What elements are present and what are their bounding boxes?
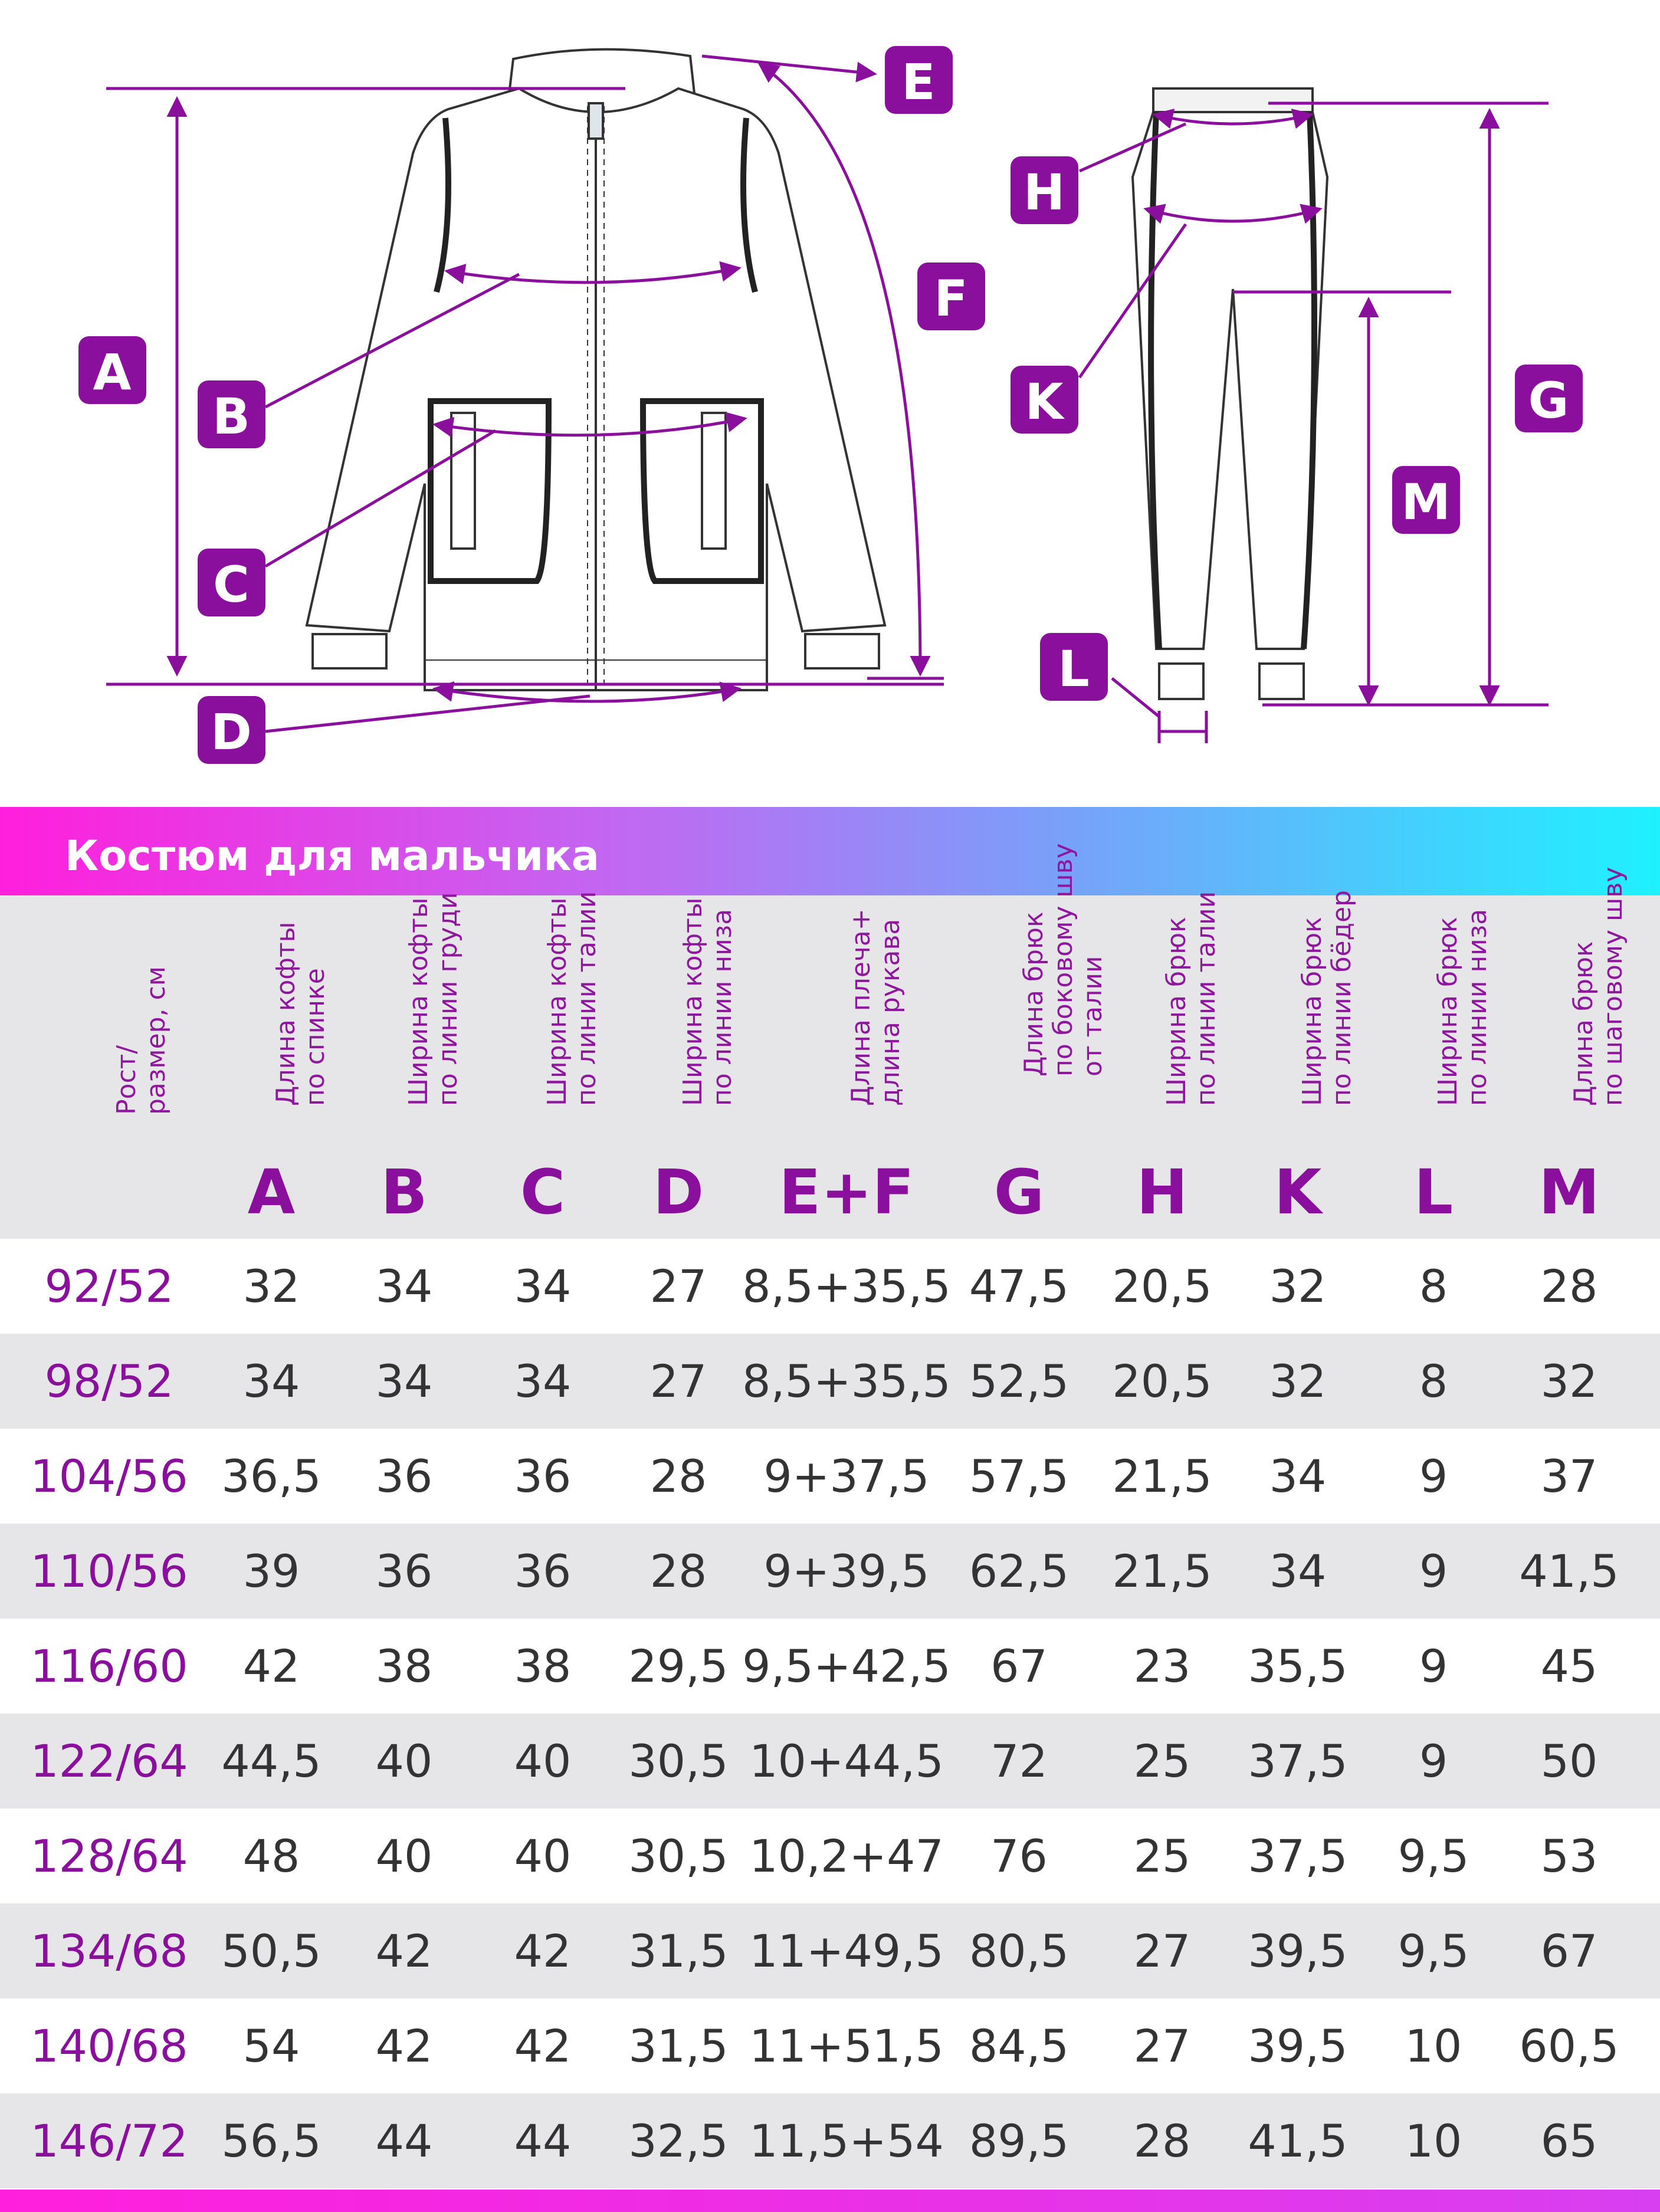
pants-drawing bbox=[1133, 88, 1327, 699]
badge-c bbox=[198, 549, 265, 616]
value-cell: 34 bbox=[375, 1355, 433, 1407]
size-cell: 104/56 bbox=[30, 1450, 188, 1502]
value-cell: 80,5 bbox=[969, 1925, 1070, 1977]
table-row bbox=[0, 1524, 1660, 1619]
header-letter: D bbox=[652, 1156, 704, 1228]
value-cell: 50 bbox=[1540, 1735, 1598, 1787]
value-cell: 32 bbox=[242, 1260, 300, 1312]
value-cell: 9 bbox=[1419, 1450, 1448, 1502]
value-cell: 84,5 bbox=[969, 2020, 1070, 2072]
value-cell: 9,5+42,5 bbox=[742, 1640, 951, 1692]
value-cell: 39,5 bbox=[1248, 1925, 1348, 1977]
header-label: Длина плеча+ длина рукава bbox=[846, 908, 906, 1106]
size-cell: 92/52 bbox=[44, 1260, 174, 1312]
value-cell: 56,5 bbox=[221, 2115, 321, 2167]
value-cell: 10+44,5 bbox=[749, 1735, 944, 1787]
value-cell: 34 bbox=[514, 1355, 572, 1407]
value-cell: 9,5 bbox=[1397, 1830, 1469, 1882]
value-cell: 11+49,5 bbox=[749, 1925, 944, 1977]
value-cell: 57,5 bbox=[969, 1450, 1070, 1502]
header-col-g bbox=[956, 843, 1108, 1239]
value-cell: 72 bbox=[990, 1735, 1048, 1787]
value-cell: 42 bbox=[375, 2020, 433, 2072]
value-cell: 36 bbox=[514, 1545, 572, 1597]
value-cell: 9 bbox=[1419, 1640, 1448, 1692]
table-row bbox=[0, 1619, 1660, 1714]
value-cell: 34 bbox=[1269, 1545, 1327, 1597]
header-col-k bbox=[1239, 890, 1357, 1239]
value-cell: 9 bbox=[1419, 1545, 1448, 1597]
table-row bbox=[0, 1334, 1660, 1429]
value-cell: 31,5 bbox=[628, 1925, 729, 1977]
value-cell: 27 bbox=[1133, 2020, 1191, 2072]
badge-d bbox=[198, 696, 265, 764]
value-cell: 42 bbox=[242, 1640, 300, 1692]
value-cell: 54 bbox=[242, 2020, 300, 2072]
value-cell: 36 bbox=[514, 1450, 572, 1502]
header-label: Ширина кофты по линии груди bbox=[403, 892, 463, 1106]
svg-text:E: E bbox=[901, 53, 936, 111]
value-cell: 29,5 bbox=[628, 1640, 729, 1692]
value-cell: 60,5 bbox=[1519, 2020, 1619, 2072]
value-cell: 52,5 bbox=[969, 1355, 1070, 1407]
value-cell: 28 bbox=[1540, 1260, 1598, 1312]
table-title: Костюм для мальчика bbox=[65, 832, 599, 880]
value-cell: 28 bbox=[649, 1450, 707, 1502]
header-label: Ширина кофты по линии талии bbox=[542, 891, 602, 1106]
header-label: Ширина брюк по линии низа bbox=[1433, 908, 1492, 1106]
value-cell: 10 bbox=[1405, 2020, 1462, 2072]
header-letter: H bbox=[1136, 1156, 1188, 1228]
svg-text:A: A bbox=[93, 343, 132, 401]
svg-text:D: D bbox=[211, 703, 252, 761]
size-cell: 122/64 bbox=[30, 1735, 188, 1787]
header-letter: B bbox=[380, 1156, 428, 1228]
header-size-label: Рост/ размер, см bbox=[111, 966, 171, 1115]
header-label: Длина брюк по боковому шву от талии bbox=[1018, 843, 1108, 1077]
value-cell: 32 bbox=[1269, 1355, 1327, 1407]
value-cell: 48 bbox=[242, 1830, 300, 1882]
badge-a bbox=[78, 336, 146, 404]
header-label: Ширина брюк по линии талии bbox=[1162, 891, 1221, 1106]
value-cell: 27 bbox=[1133, 1925, 1191, 1977]
value-cell: 62,5 bbox=[969, 1545, 1070, 1597]
header-label: Ширина брюк по линии бёдер bbox=[1297, 890, 1357, 1106]
table-row bbox=[0, 1809, 1660, 1903]
value-cell: 40 bbox=[514, 1830, 572, 1882]
svg-text:G: G bbox=[1528, 372, 1569, 429]
value-cell: 21,5 bbox=[1112, 1545, 1212, 1597]
table-row bbox=[0, 1903, 1660, 1998]
value-cell: 25 bbox=[1133, 1830, 1191, 1882]
value-cell: 34 bbox=[514, 1260, 572, 1312]
header-letter: A bbox=[247, 1156, 296, 1228]
size-cell: 146/72 bbox=[30, 2115, 188, 2167]
value-cell: 27 bbox=[649, 1355, 707, 1407]
table-title-banner bbox=[0, 807, 1660, 895]
table-row bbox=[0, 1714, 1660, 1809]
value-cell: 21,5 bbox=[1112, 1450, 1212, 1502]
value-cell: 41,5 bbox=[1519, 1545, 1619, 1597]
header-col-ef bbox=[740, 895, 953, 1239]
header-letter: E+F bbox=[779, 1156, 914, 1228]
value-cell: 32 bbox=[1540, 1355, 1598, 1407]
badge-m bbox=[1392, 466, 1460, 534]
value-cell: 8,5+35,5 bbox=[742, 1355, 951, 1407]
value-cell: 40 bbox=[514, 1735, 572, 1787]
table-row bbox=[0, 1998, 1660, 2093]
svg-text:F: F bbox=[934, 270, 968, 327]
header-col-d bbox=[622, 895, 737, 1239]
badge-g bbox=[1515, 365, 1583, 432]
value-cell: 76 bbox=[990, 1830, 1048, 1882]
value-cell: 39,5 bbox=[1248, 2020, 1348, 2072]
value-cell: 11,5+54 bbox=[749, 2115, 944, 2167]
value-cell: 27 bbox=[649, 1260, 707, 1312]
header-label: Длина брюк по шаговому шву bbox=[1569, 867, 1628, 1106]
value-cell: 42 bbox=[375, 1925, 433, 1977]
value-cell: 38 bbox=[375, 1640, 433, 1692]
value-cell: 37 bbox=[1540, 1450, 1598, 1502]
value-cell: 65 bbox=[1540, 2115, 1598, 2167]
value-cell: 67 bbox=[990, 1640, 1048, 1692]
header-col-m bbox=[1507, 867, 1631, 1239]
value-cell: 44,5 bbox=[221, 1735, 321, 1787]
svg-text:H: H bbox=[1023, 163, 1065, 221]
svg-text:K: K bbox=[1025, 373, 1064, 431]
value-cell: 44 bbox=[375, 2115, 433, 2167]
value-cell: 9+37,5 bbox=[763, 1450, 930, 1502]
value-cell: 9+39,5 bbox=[763, 1545, 930, 1597]
value-cell: 34 bbox=[242, 1355, 300, 1407]
size-cell: 134/68 bbox=[30, 1925, 188, 1977]
badge-h bbox=[1011, 156, 1078, 224]
value-cell: 40 bbox=[375, 1830, 433, 1882]
value-cell: 20,5 bbox=[1112, 1355, 1212, 1407]
value-cell: 35,5 bbox=[1248, 1640, 1348, 1692]
header-letter: K bbox=[1274, 1156, 1322, 1228]
header-letter: G bbox=[993, 1156, 1045, 1228]
value-cell: 89,5 bbox=[969, 2115, 1070, 2167]
header-letter: L bbox=[1413, 1156, 1454, 1228]
svg-text:C: C bbox=[213, 556, 250, 613]
value-cell: 8,5+35,5 bbox=[742, 1260, 951, 1312]
value-cell: 50,5 bbox=[221, 1925, 321, 1977]
value-cell: 8 bbox=[1419, 1260, 1448, 1312]
value-cell: 45 bbox=[1540, 1640, 1598, 1692]
value-cell: 47,5 bbox=[969, 1260, 1070, 1312]
value-cell: 38 bbox=[514, 1640, 572, 1692]
header-letter: M bbox=[1538, 1156, 1600, 1228]
value-cell: 28 bbox=[1133, 2115, 1191, 2167]
badge-b bbox=[198, 380, 265, 448]
value-cell: 67 bbox=[1540, 1925, 1598, 1977]
value-cell: 23 bbox=[1133, 1640, 1191, 1692]
value-cell: 39 bbox=[242, 1545, 300, 1597]
svg-text:L: L bbox=[1058, 640, 1090, 698]
value-cell: 32,5 bbox=[628, 2115, 729, 2167]
value-cell: 32 bbox=[1269, 1260, 1327, 1312]
badge-e bbox=[885, 46, 953, 114]
header-col-h bbox=[1103, 891, 1221, 1239]
value-cell: 10,2+47 bbox=[749, 1830, 944, 1882]
size-cell: 110/56 bbox=[30, 1545, 188, 1597]
value-cell: 9 bbox=[1419, 1735, 1448, 1787]
value-cell: 10 bbox=[1405, 2115, 1462, 2167]
value-cell: 30,5 bbox=[628, 1735, 729, 1787]
value-cell: 28 bbox=[649, 1545, 707, 1597]
size-table-body bbox=[0, 1239, 1660, 2188]
value-cell: 9,5 bbox=[1397, 1925, 1469, 1977]
badge-f bbox=[917, 262, 985, 330]
value-cell: 40 bbox=[375, 1735, 433, 1787]
value-cell: 31,5 bbox=[628, 2020, 729, 2072]
header-col-c bbox=[487, 891, 602, 1239]
value-cell: 20,5 bbox=[1112, 1260, 1212, 1312]
value-cell: 53 bbox=[1540, 1830, 1598, 1882]
badge-l bbox=[1040, 633, 1108, 701]
value-cell: 42 bbox=[514, 2020, 572, 2072]
badge-k bbox=[1011, 366, 1078, 434]
value-cell: 34 bbox=[375, 1260, 433, 1312]
value-cell: 36,5 bbox=[221, 1450, 321, 1502]
header-col-l bbox=[1377, 895, 1490, 1239]
value-cell: 37,5 bbox=[1248, 1735, 1348, 1787]
value-cell: 34 bbox=[1269, 1450, 1327, 1502]
size-cell: 128/64 bbox=[30, 1830, 188, 1882]
header-col-a bbox=[215, 895, 330, 1239]
table-row bbox=[0, 1239, 1660, 1334]
value-cell: 44 bbox=[514, 2115, 572, 2167]
size-cell: 98/52 bbox=[44, 1355, 174, 1407]
measurement-diagram bbox=[0, 0, 1660, 767]
table-row bbox=[0, 2093, 1660, 2188]
value-cell: 36 bbox=[375, 1450, 433, 1502]
table-row bbox=[0, 1429, 1660, 1524]
size-cell: 116/60 bbox=[30, 1640, 188, 1692]
size-cell: 140/68 bbox=[30, 2020, 188, 2072]
header-col-b bbox=[348, 892, 463, 1239]
value-cell: 37,5 bbox=[1248, 1830, 1348, 1882]
value-cell: 36 bbox=[375, 1545, 433, 1597]
value-cell: 25 bbox=[1133, 1735, 1191, 1787]
header-label: Ширина кофты по линии низа bbox=[678, 897, 737, 1106]
footer-accent-bar bbox=[0, 2190, 1660, 2212]
value-cell: 30,5 bbox=[628, 1830, 729, 1882]
value-cell: 42 bbox=[514, 1925, 572, 1977]
header-letter: C bbox=[520, 1156, 566, 1228]
value-cell: 41,5 bbox=[1248, 2115, 1348, 2167]
header-label: Длина кофты по спинке bbox=[271, 921, 330, 1106]
svg-text:M: M bbox=[1401, 473, 1451, 531]
value-cell: 11+51,5 bbox=[749, 2020, 944, 2072]
header-size bbox=[35, 895, 189, 1239]
value-cell: 8 bbox=[1419, 1355, 1448, 1407]
jacket-drawing bbox=[307, 50, 885, 690]
svg-text:B: B bbox=[212, 388, 251, 445]
